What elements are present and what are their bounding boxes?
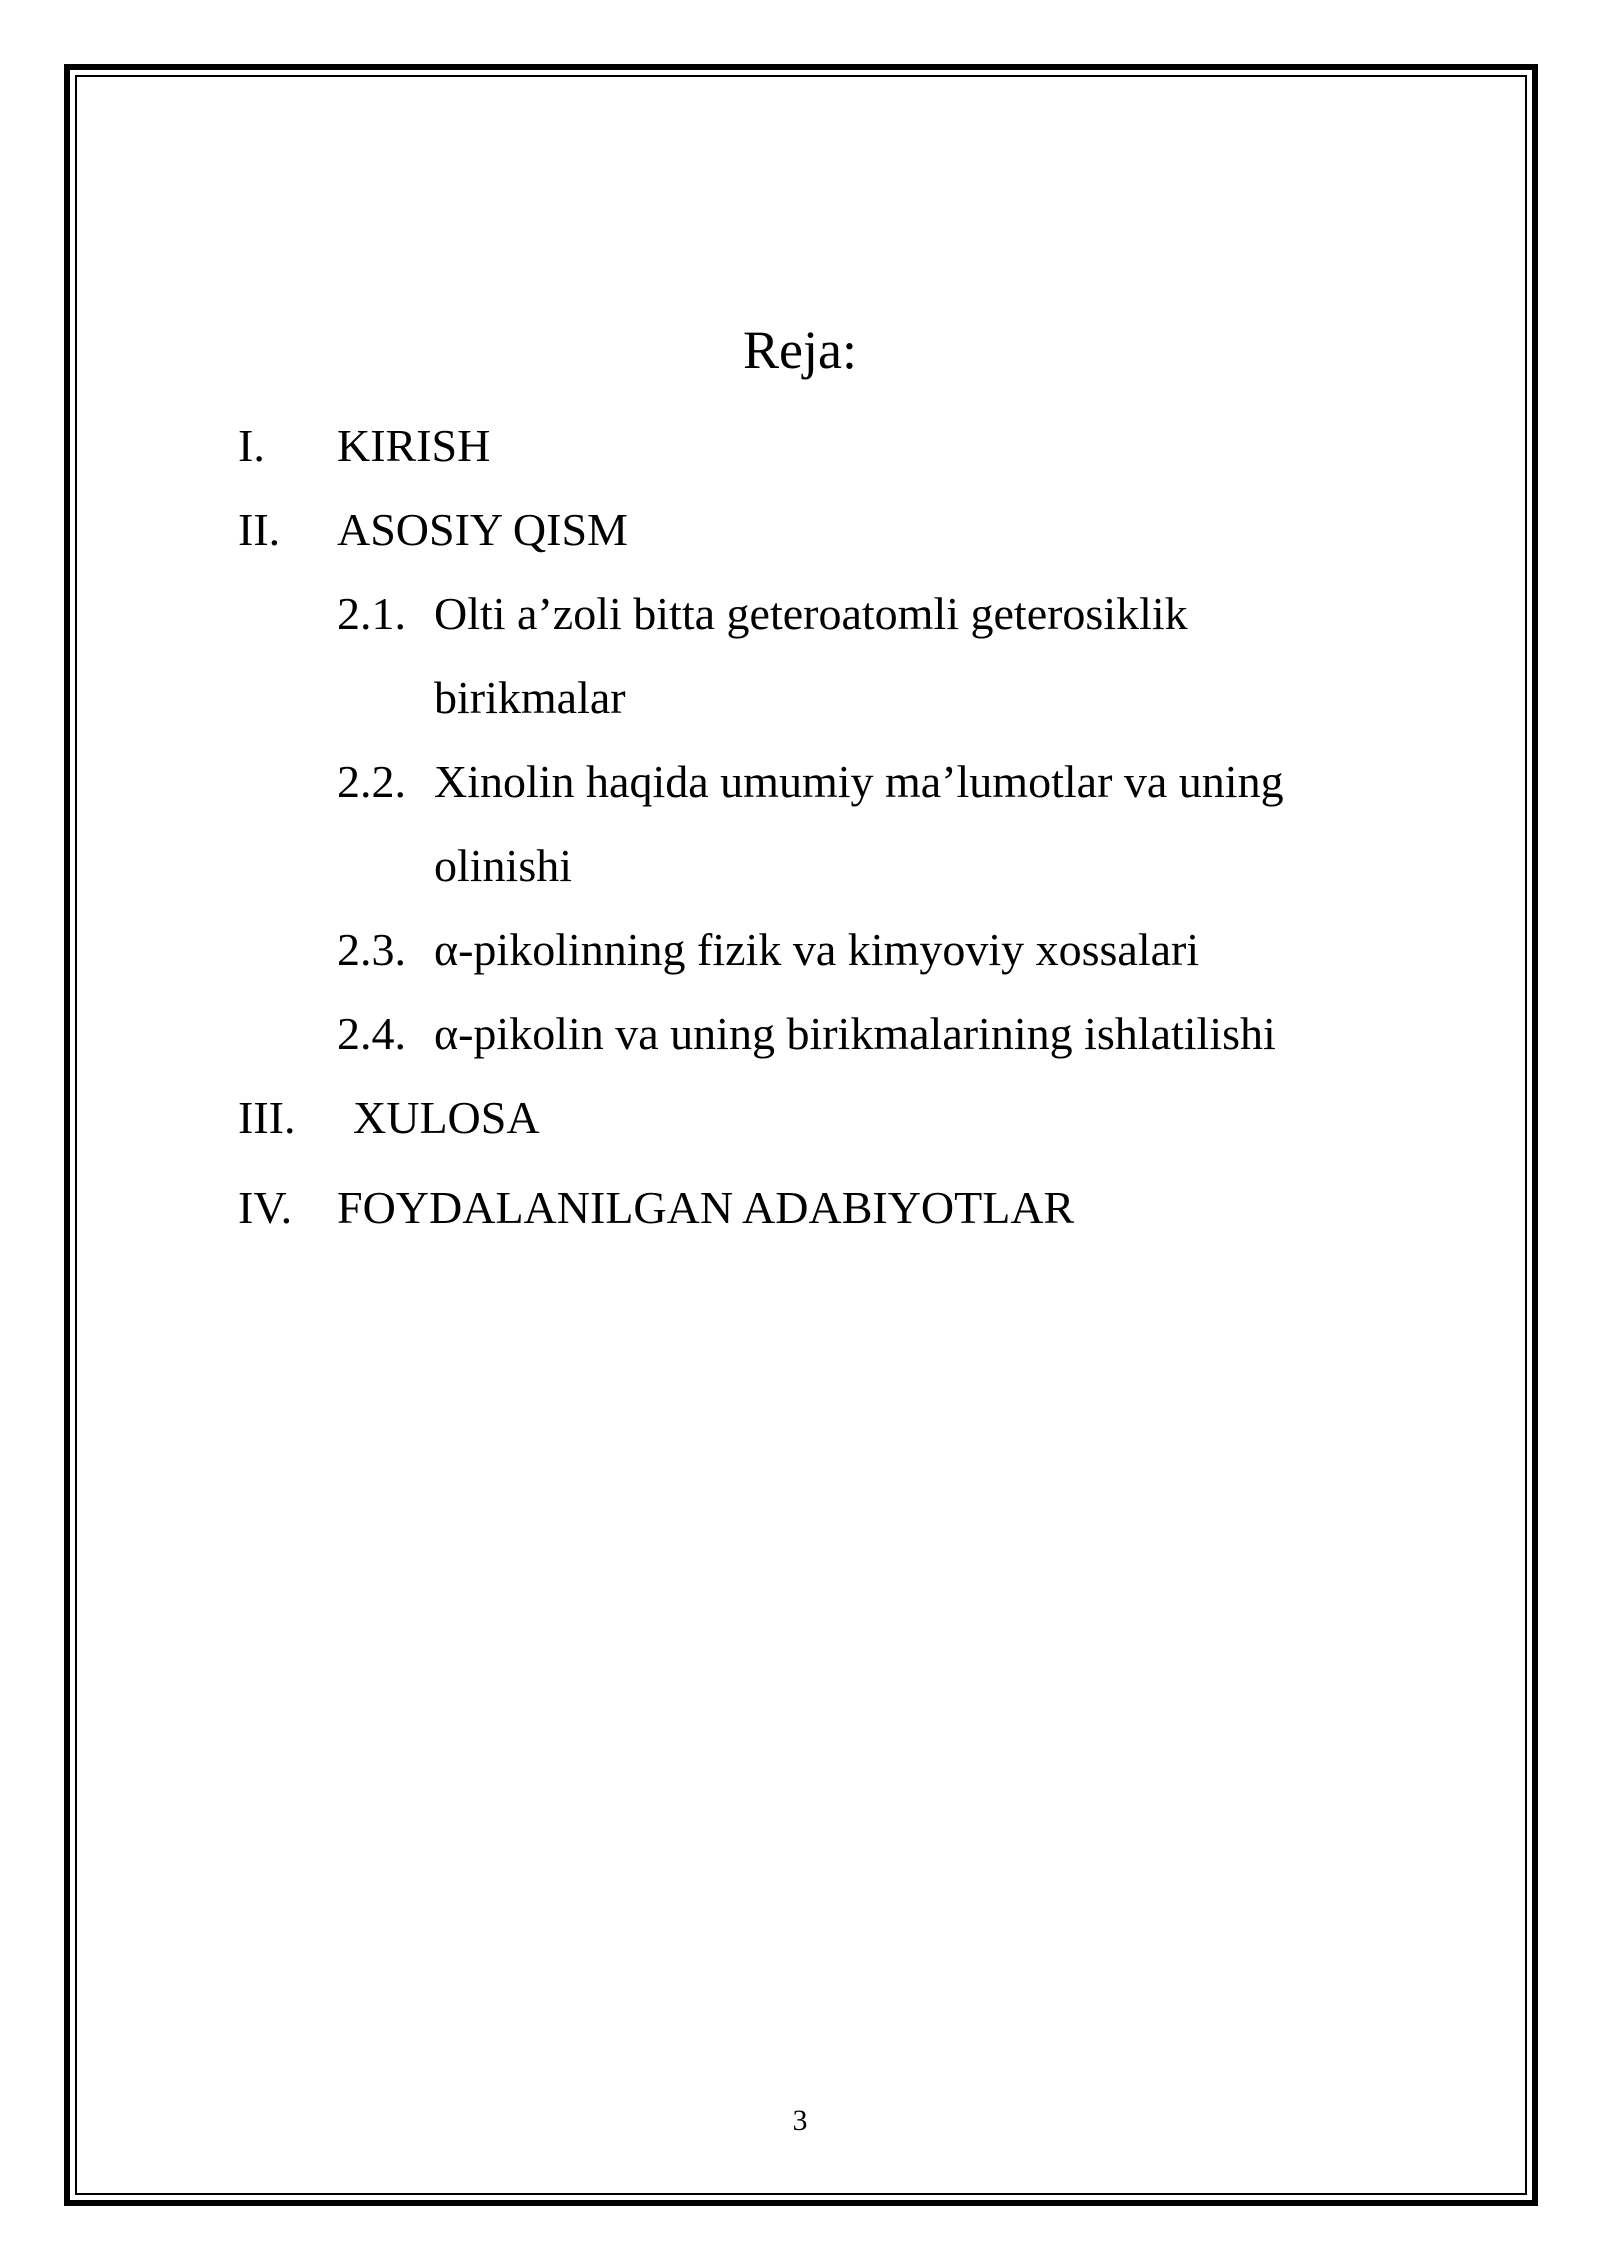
toc-subitem-text: α-pikolin va uning birikmalarining ishlatilishi — [434, 1008, 1276, 1059]
page-number: 3 — [792, 2104, 808, 2137]
toc-subitem-number: 2.3. — [337, 924, 406, 975]
toc-item-number: I. — [238, 420, 265, 471]
toc-subitem-text: Olti a’zoli bitta geteroatomli geterosiklik — [434, 588, 1188, 639]
toc-subitem-text: Xinolin haqida umumiy ma’lumotlar va uning — [434, 756, 1284, 807]
toc-item-text: ASOSIY QISM — [337, 504, 628, 555]
page-title: Reja: — [743, 320, 857, 380]
toc-item-text: XULOSA — [353, 1092, 540, 1143]
toc-subitem-text-continuation: birikmalar — [434, 672, 626, 723]
toc-subitem-number: 2.4. — [337, 1008, 406, 1059]
toc-subitem-text-continuation: olinishi — [434, 840, 573, 891]
toc-item-number: IV. — [238, 1182, 293, 1233]
toc-item-text: KIRISH — [337, 420, 491, 471]
toc-subitem-text: α-pikolinning fizik va kimyoviy xossalari — [434, 924, 1200, 975]
toc-item-text: FOYDALANILGAN ADABIYOTLAR — [337, 1182, 1075, 1233]
toc-subitem-number: 2.2. — [337, 756, 406, 807]
toc-subitem-number: 2.1. — [337, 588, 406, 639]
toc-item-number: III. — [238, 1092, 296, 1143]
toc-item-number: II. — [238, 504, 281, 555]
